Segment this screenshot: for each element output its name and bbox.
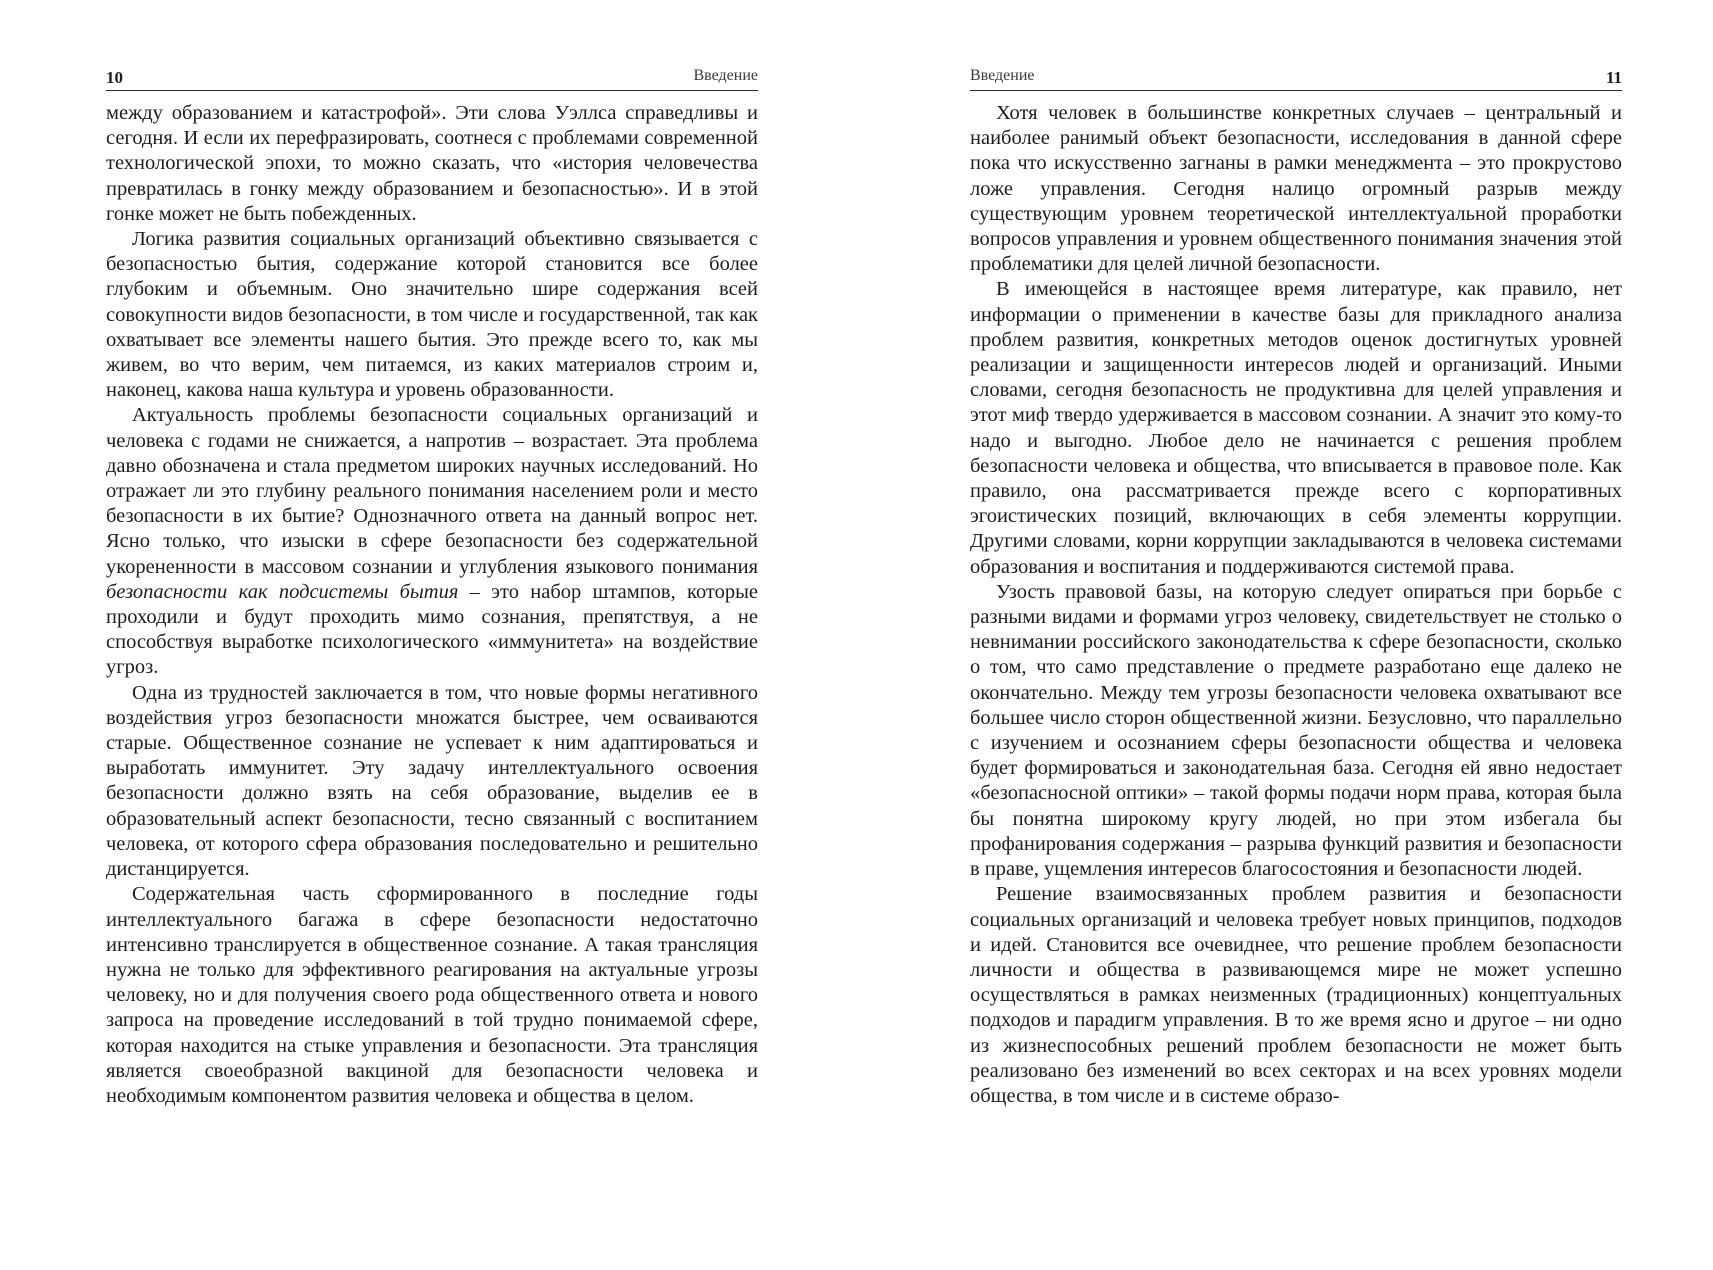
paragraph: Одна из трудностей заключается в том, что новые формы негативного воздействия угроз безопасности множатся быстрее, чем осваиваются старые. Общественное сознание не успевает к ним адаптироваться и выработать иммунитет. Эту задачу интеллектуального освоения безопасности должно взять на себя образование, выделив ее в образовательный аспект безопасности, тесно связанный с воспитанием человека, от которого сфера образования последовательно и решительно дистанцируется. (106, 681, 758, 881)
running-head-title: Введение (693, 67, 758, 84)
paragraph-text: – это набор штампов, которые проходили и будут проходить мимо сознания, препятствуя, а не способствуя выработке психологического «иммунитета» на воздействие угроз. (106, 580, 758, 679)
left-body-text (106, 101, 758, 1109)
page-number: 11 (1605, 68, 1622, 87)
page-number: 10 (106, 68, 123, 87)
left-running-head (106, 62, 758, 91)
paragraph: Узость правовой базы, на которую следует опираться при борьбе с разными видами и формами угроз человеку, свидетельствует не столько о невнимании российского законодательства к сфере безопасности, сколько о том, что само представление о предмете разработано еще далеко не окончательно. Между тем угрозы безопасности человека охватывают все большее число сторон общественной жизни. Безусловно, что параллельно с изучением и осознанием сферы безопасности общества и человека будет формироваться и законодательная база. Сегодня ей явно недостает «безопасносной оптики» – такой формы подачи норм права, которая была бы понятна широкому кругу людей, но при этом избегала бы профанирования содержания – разрыва функций развития и безопасности в праве, ущемления интересов благосостояния и безопасности людей. (970, 580, 1622, 881)
paragraph-text: Актуальность проблемы безопасности социальных организаций и человека с годами не снижается, а напротив – возрастает. Эта проблема давно обозначена и стала предметом широких научных исследований. Но отражает ли это глубину реального понимания населением роли и место безопасности в их бытие? Однозначного ответа на данный вопрос нет. Ясно только, что изыски в сфере безопасности без содержательной укорененности в массовом сознании и углубления языкового понимания (106, 404, 758, 578)
left-page (106, 62, 758, 1109)
paragraph: Логика развития социальных организаций объективно связывается с безопасностью бытия, содержание которой становится все более глубоким и объемным. Оно значительно шире содержания всей совокупности видов безопасности, в том числе и государственной, так как охватывает все элементы нашего бытия. Это прежде всего то, как мы живем, во что верим, чем питаемся, из каких материалов строим и, наконец, какова наша культура и уровень образованности. (106, 228, 758, 402)
paragraph (106, 403, 758, 680)
paragraph: Решение взаимосвязанных проблем развития и безопасности социальных организаций и человека требует новых принципов, подходов и идей. Становится все очевиднее, что решение проблем безопасности личности и общества в развивающемся мире не может успешно осуществляться в рамках неизменных (традиционных) концептуальных подходов и парадигм управления. В то же время ясно и другое – ни одно из жизнеспособных решений проблем безопасности не может быть реализовано без изменений во всех секторах и на всех уровнях модели общества, в том числе и в системе образо- (970, 883, 1622, 1107)
right-page (970, 62, 1622, 1109)
right-running-head (970, 62, 1622, 91)
paragraph: между образованием и катастрофой». Эти слова Уэллса справедливы и сегодня. И если их перефразировать, соотнеся с проблемами современной технологической эпохи, то можно сказать, что «история человечества превратилась в гонку между образованием и безопасностью». И в этой гонке может не быть побежденных. (106, 102, 758, 225)
running-head-title: Введение (970, 67, 1035, 84)
paragraph: В имеющейся в настоящее время литературе, как правило, нет информации о применении в качестве базы для прикладного анализа проблем развития, конкретных методов оценок достигнутых уровней реализации и защищенности интересов людей и организаций. Иными словами, сегодня безопасность не продуктивна для целей управления и этот миф твердо удерживается в массовом сознании. А значит это кому-то надо и выгодно. Любое дело не начинается с решения проблем безопасности человека и общества, что вписывается в правовое поле. Как правило, она рассматривается прежде всего с корпоративных эгоистических позиций, включающих в себя элементы коррупции. Другими словами, корни коррупции закладываются в человека системами образования и воспитания и поддерживаются системой права. (970, 278, 1622, 578)
right-body-text (970, 101, 1622, 1109)
paragraph: Содержательная часть сформированного в последние годы интеллектуального багажа в сфере безопасности недостаточно интенсивно транслируется в общественное сознание. А такая трансляция нужна не только для эффективного реагирования на актуальные угрозы человеку, но и для получения своего рода общественного ответа и нового запроса на проведение исследований в той трудно понимаемой сфере, которая находится на стыке управления и безопасности. Эта трансляция является своеобразной вакциной для безопасности человека и необходимым компонентом развития человека и общества в целом. (106, 883, 758, 1107)
italic-phrase: безопасности как подсистемы бытия (106, 580, 459, 603)
paragraph: Хотя человек в большинстве конкретных случаев – центральный и наиболее ранимый объект безопасности, исследования в данной сфере пока что искусственно загнаны в рамки менеджмента – это прокрустово ложе управления. Сегодня налицо огромный разрыв между существующим уровнем теоретической интеллектуальной проработки вопросов управления и уровнем общественного понимания значения этой проблематики для целей личной безопасности. (970, 102, 1622, 276)
